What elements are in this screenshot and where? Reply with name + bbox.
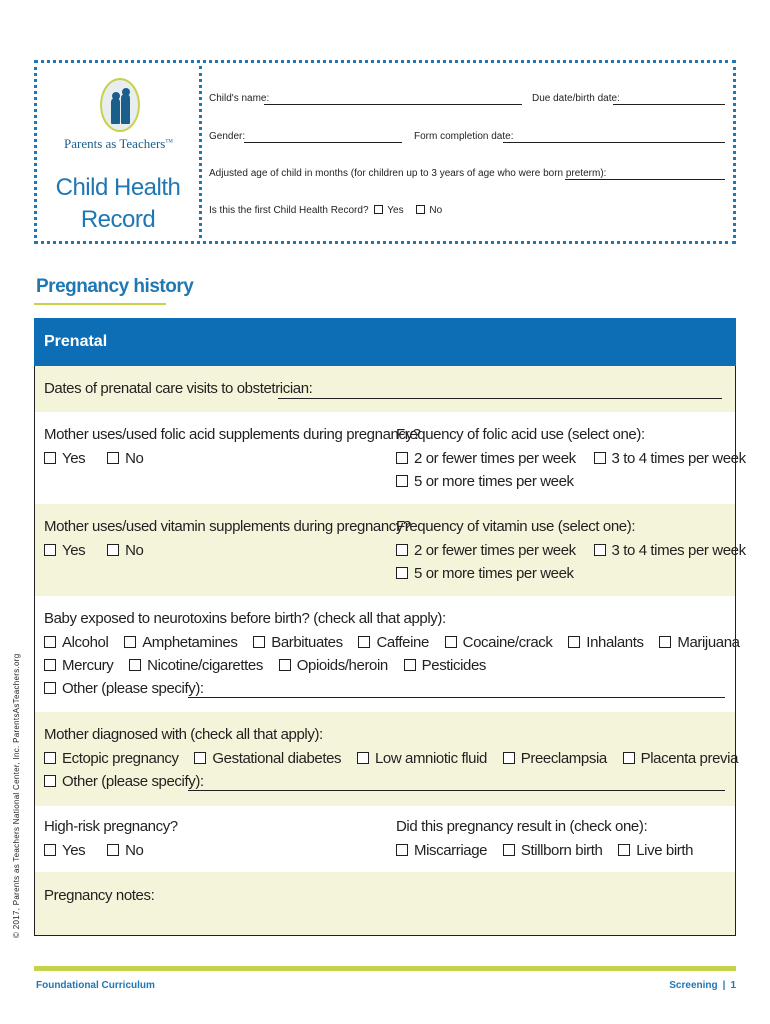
high-risk-yes-no: Yes No [44,842,143,859]
prenatal-visits-field[interactable] [278,398,722,399]
vitamin-frequency-option3: 5 or more times per week [396,565,574,582]
folic-yes-no: Yes No [44,450,143,467]
page-title: Child Health Record [55,174,181,233]
parents-as-teachers-logo [64,78,173,152]
folic-frequency-option3: 5 or more times per week [396,473,574,490]
section-heading: Pregnancy history [36,276,194,297]
alcohol-checkbox[interactable] [44,636,56,648]
footer-curriculum: Foundational Curriculum [36,980,155,991]
header-divider [199,66,202,238]
miscarriage-checkbox[interactable] [396,844,408,856]
diagnosed-other: Other (please specify): [44,773,204,790]
family-logo-icon [100,78,140,132]
pregnancy-result-options: Miscarriage Stillborn birth Live birth [396,842,693,859]
childs-name-field[interactable] [264,104,522,105]
caffeine-checkbox[interactable] [358,636,370,648]
due-date-field[interactable] [613,104,725,105]
high-risk-yes-checkbox[interactable] [44,844,56,856]
vitamin-no-checkbox[interactable] [107,544,119,556]
ectopic-checkbox[interactable] [44,752,56,764]
form-completion-date-label: Form completion date: [414,131,514,142]
vitamin-yes-no: Yes No [44,542,143,559]
vitamin-frequency-question: Frequency of vitamin use (select one): [396,518,636,535]
section-underline [34,303,166,305]
placenta-previa-checkbox[interactable] [623,752,635,764]
folic-yes-checkbox[interactable] [44,452,56,464]
diagnosed-other-field[interactable] [188,790,725,791]
folic-opt3-checkbox[interactable] [396,475,408,487]
vitamin-opt2-checkbox[interactable] [594,544,606,556]
vitamin-opt1-checkbox[interactable] [396,544,408,556]
diagnosed-question: Mother diagnosed with (check all that apply): [44,726,323,743]
prenatal-visits-label: Dates of prenatal care visits to obstetrician: [44,380,313,397]
footer-bar [34,966,736,971]
form-completion-date-field[interactable] [503,142,725,143]
neurotoxins-other-field[interactable] [188,697,725,698]
vitamin-yes-checkbox[interactable] [44,544,56,556]
high-risk-no-checkbox[interactable] [107,844,119,856]
vitamin-question: Mother uses/used vitamin supplements during pregnancy? [44,518,411,535]
footer-page-label: Screening | 1 [669,980,736,991]
amphetamines-checkbox[interactable] [124,636,136,648]
gestational-diabetes-checkbox[interactable] [194,752,206,764]
first-record-yes-checkbox[interactable] [374,205,383,214]
neurotoxins-other-checkbox[interactable] [44,682,56,694]
diagnosed-options: Ectopic pregnancy Gestational diabetes Low amniotic fluid Preeclampsia Placenta previa [44,750,738,767]
vitamin-frequency-options: 2 or fewer times per week 3 to 4 times per week [396,542,746,559]
marijuana-checkbox[interactable] [659,636,671,648]
folic-frequency-question: Frequency of folic acid use (select one): [396,426,645,443]
nicotine-checkbox[interactable] [129,659,141,671]
childs-name-label: Child's name: [209,93,270,104]
mercury-checkbox[interactable] [44,659,56,671]
page-number: 1 [730,980,736,991]
live-birth-checkbox[interactable] [618,844,630,856]
gender-label: Gender: [209,131,246,142]
vitamin-opt3-checkbox[interactable] [396,567,408,579]
pregnancy-notes-label: Pregnancy notes: [44,887,155,904]
stillborn-checkbox[interactable] [503,844,515,856]
folic-question: Mother uses/used folic acid supplements during pregnancy? [44,426,421,443]
pesticides-checkbox[interactable] [404,659,416,671]
neurotoxins-other: Other (please specify): [44,680,204,697]
preeclampsia-checkbox[interactable] [503,752,515,764]
first-record-no-checkbox[interactable] [416,205,425,214]
logo-text: Parents as Teachers™ [64,136,173,151]
opioids-checkbox[interactable] [279,659,291,671]
folic-no-checkbox[interactable] [107,452,119,464]
due-date-label: Due date/birth date: [532,93,620,104]
folic-opt1-checkbox[interactable] [396,452,408,464]
folic-frequency-options: 2 or fewer times per week 3 to 4 times per week [396,450,746,467]
inhalants-checkbox[interactable] [568,636,580,648]
neurotoxins-question: Baby exposed to neurotoxins before birth? (check all that apply): [44,610,446,627]
barbituates-checkbox[interactable] [253,636,265,648]
first-record-question: Is this the first Child Health Record? Yes No [209,205,443,216]
diagnosed-other-checkbox[interactable] [44,775,56,787]
pregnancy-result-question: Did this pregnancy result in (check one): [396,818,648,835]
folic-opt2-checkbox[interactable] [594,452,606,464]
table-header: Prenatal [34,318,736,366]
low-amniotic-checkbox[interactable] [357,752,369,764]
neurotoxins-options-row2: Mercury Nicotine/cigarettes Opioids/heroin Pesticides [44,657,486,674]
copyright-note: © 2017, Parents as Teachers National Center, Inc. ParentsAsTeachers.org [12,653,21,938]
gender-field[interactable] [244,142,402,143]
row-high-risk [35,806,735,872]
adjusted-age-field[interactable] [565,179,725,180]
high-risk-question: High-risk pregnancy? [44,818,178,835]
cocaine-checkbox[interactable] [445,636,457,648]
neurotoxins-options-row1: Alcohol Amphetamines Barbituates Caffeine Cocaine/crack Inhalants Marijuana [44,634,740,651]
adjusted-age-label: Adjusted age of child in months (for children up to 3 years of age who were born preterm): [209,168,607,179]
